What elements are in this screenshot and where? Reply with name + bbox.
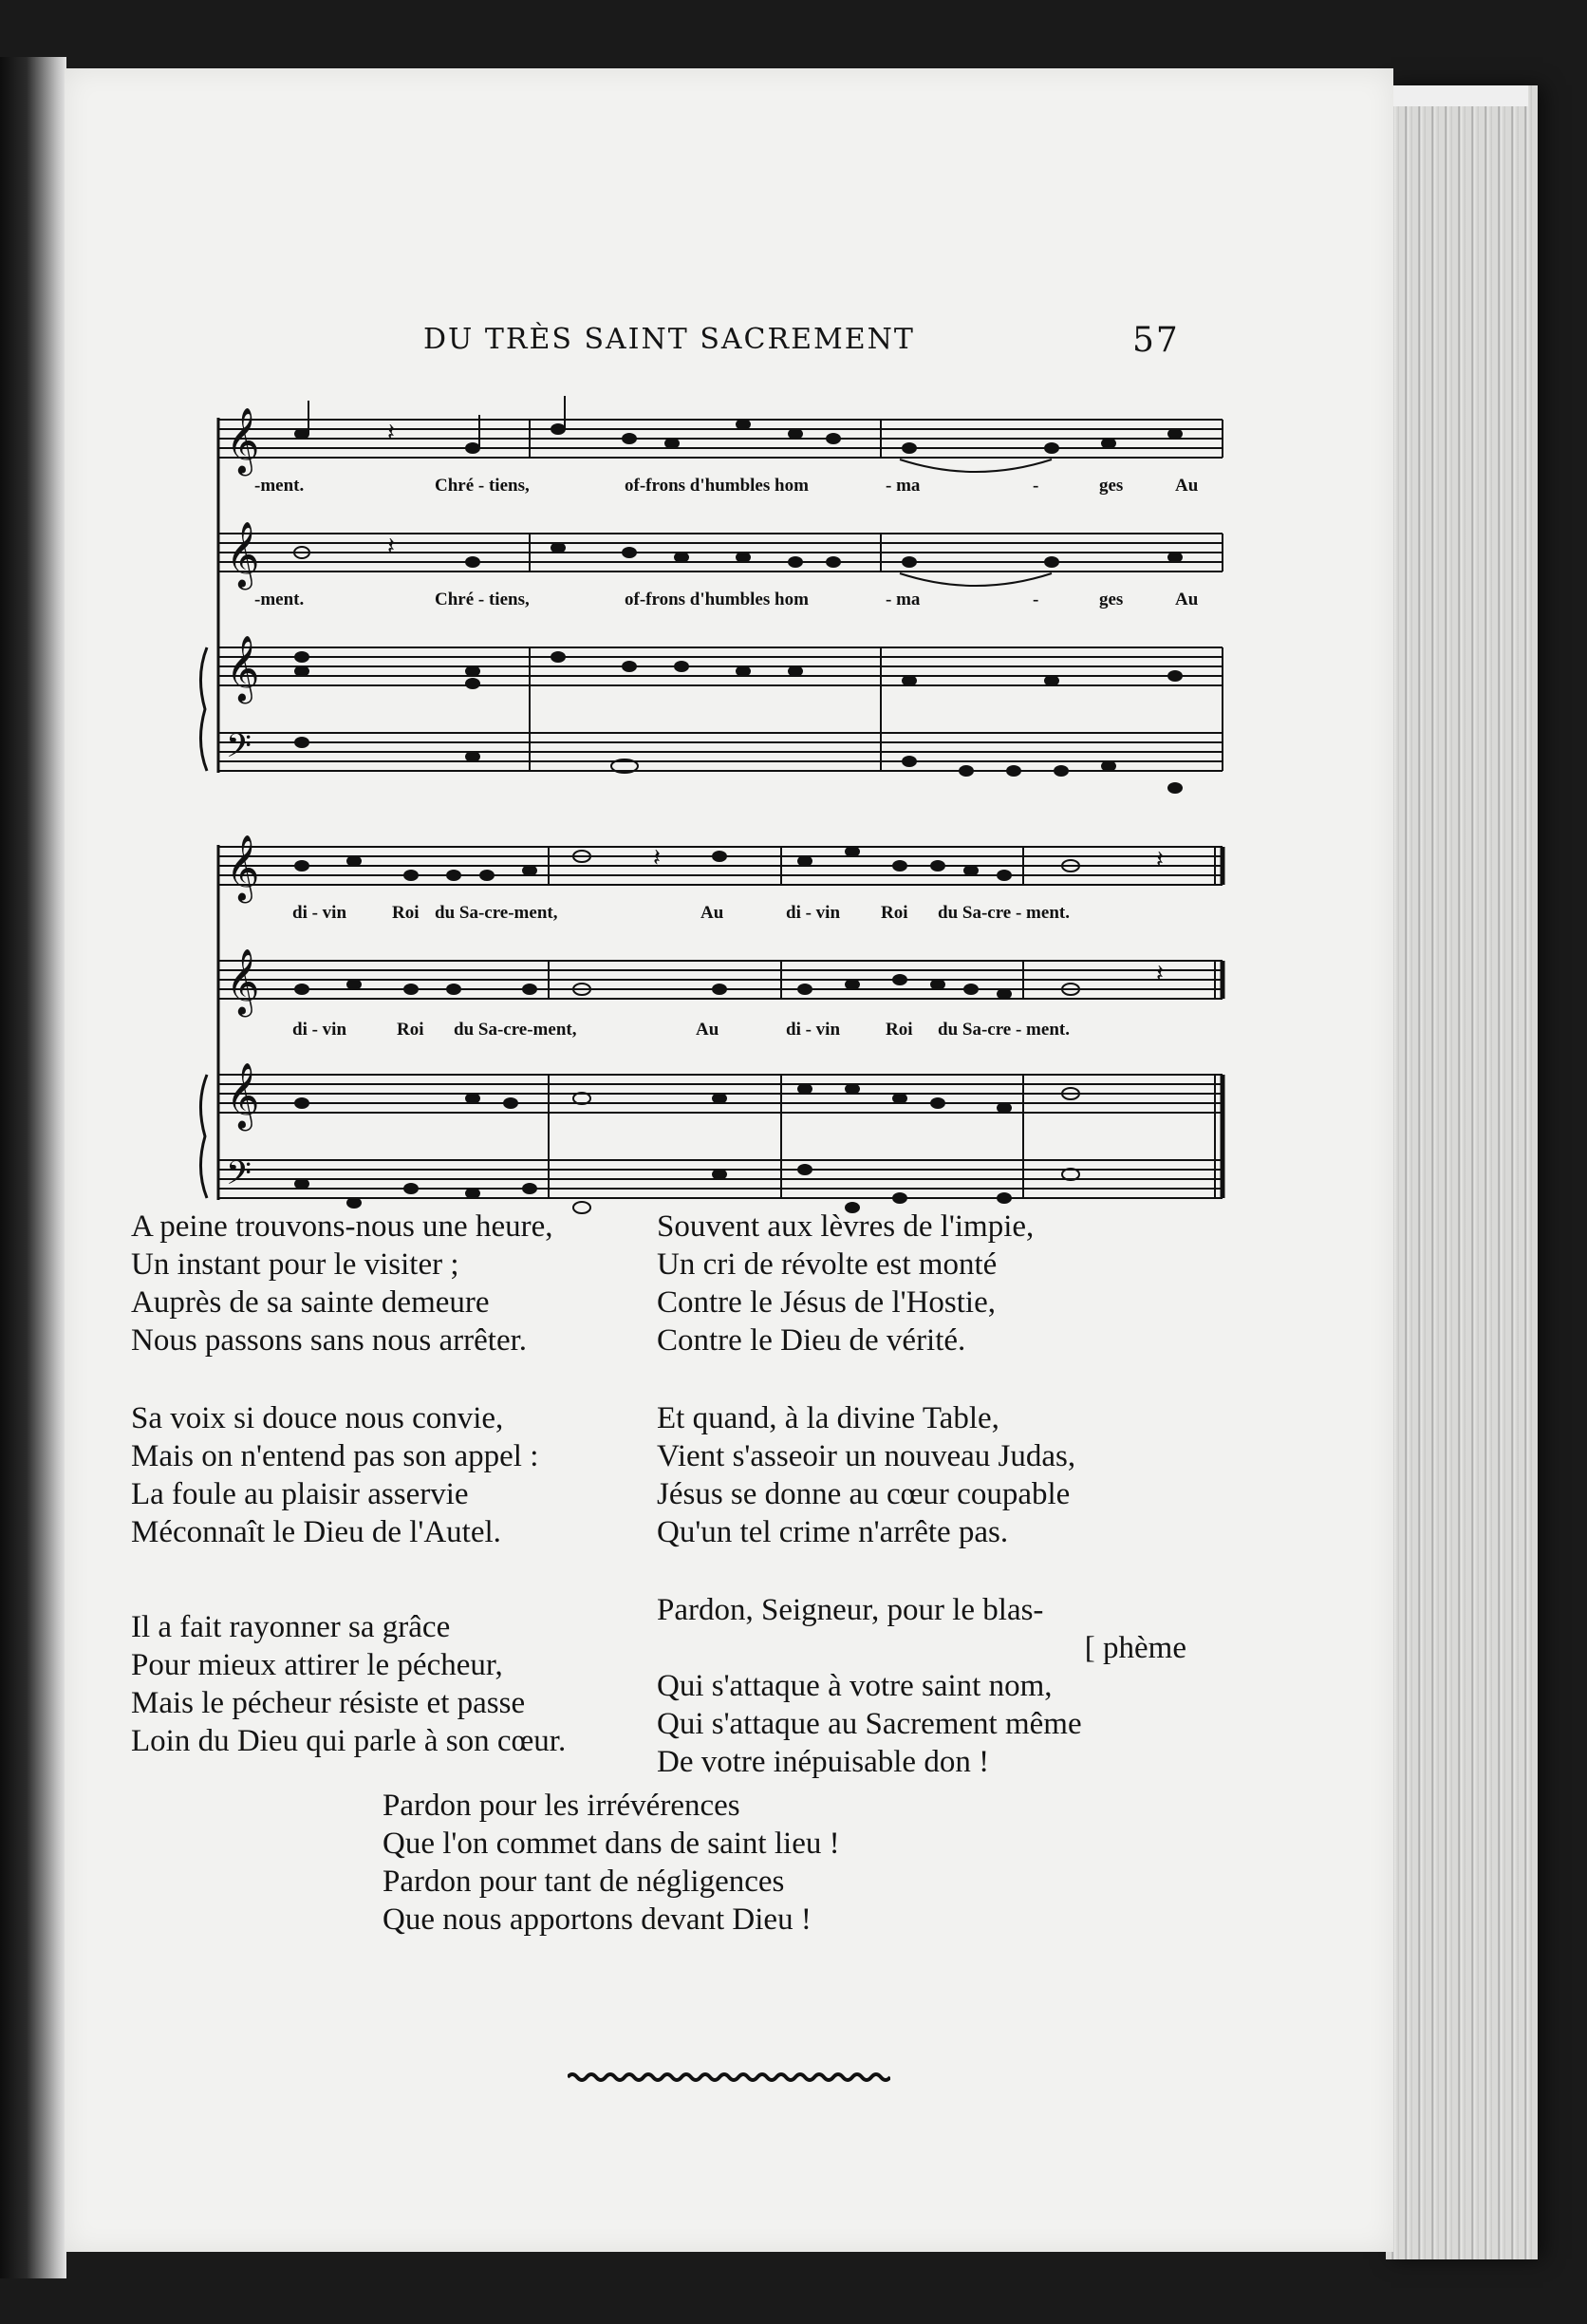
lyric-v2-4: Au [696, 1020, 719, 1040]
verse-line: Qu'un tel crime n'arrête pas. [657, 1515, 1009, 1549]
score-system-1 [150, 334, 1251, 828]
stanza-right-1 [657, 1208, 1188, 1359]
treble-clef-icon: 𝄞 [226, 635, 260, 702]
lyric-v2-7: Au [1175, 590, 1199, 609]
lyric-v1-7: Au [1175, 476, 1199, 496]
page-stack-top [1386, 85, 1528, 106]
verse-line: Contre le Dieu de vérité. [657, 1323, 966, 1358]
lyric-v2-6: ges [1099, 590, 1124, 609]
verse-line: Nous passons sans nous arrêter. [131, 1323, 528, 1358]
staff-voice1 [218, 420, 1223, 458]
lyric-v2-3: of-frons d'humbles hom [625, 590, 809, 609]
verse-line: Auprès de sa sainte demeure [131, 1285, 490, 1320]
score-system-2-svg [150, 761, 1251, 1255]
treble-clef-icon: 𝄞 [226, 407, 260, 474]
lyric-v2-5: di - vin [786, 1020, 841, 1040]
verse-line: Pour mieux attirer le pécheur, [131, 1648, 503, 1682]
lyric-v1-3: of-frons d'humbles hom [625, 476, 809, 496]
stanza-right-2 [657, 1399, 1188, 1551]
verse-line: A peine trouvons-nous une heure, [131, 1209, 553, 1244]
lyric-v2-2: Roi [397, 1020, 424, 1040]
verse-line: Loin du Dieu qui parle à son cœur. [131, 1724, 567, 1758]
score-system-2 [150, 761, 1251, 1255]
lyric-v1-6: ges [1099, 476, 1124, 496]
verse-line: Il a fait rayonner sa grâce [131, 1610, 451, 1644]
lyric-v2-1: -ment. [254, 590, 305, 609]
lyric-v1-1: di - vin [292, 903, 347, 923]
verse-line: Mais le pécheur résiste et passe [131, 1686, 526, 1720]
poem-right-column [657, 1208, 1188, 1821]
page-number: 57 [1132, 321, 1180, 360]
lyric-v1-4: Au [700, 903, 724, 923]
verse-line: Qui s'attaque au Sacrement même [657, 1707, 1082, 1741]
lyric-v2-3: du Sa-cre-ment, [454, 1020, 577, 1040]
book-page [65, 68, 1393, 2252]
svg-text:𝄽: 𝄽 [1156, 846, 1164, 874]
verse-line-continuation: [ phème [1084, 1631, 1186, 1665]
score-system-1-svg [150, 334, 1251, 828]
verse-line: Souvent aux lèvres de l'impie, [657, 1209, 1035, 1244]
treble-clef-icon: 𝄞 [226, 521, 260, 588]
verse-line: Sa voix si douce nous convie, [131, 1401, 504, 1435]
verse-line: Jésus se donne au cœur coupable [657, 1477, 1071, 1511]
lyric-v1-5: - [1033, 476, 1039, 496]
verse-line: Mais on n'entend pas son appel : [131, 1439, 539, 1473]
verse-line: Méconnaît le Dieu de l'Autel. [131, 1515, 501, 1549]
lyric-v2-2: Chré - tiens, [435, 590, 530, 609]
stanza-left-3 [131, 1608, 700, 1760]
verse-line: Un cri de révolte est monté [657, 1247, 998, 1282]
verse-line: Pardon pour tant de négligences [383, 1865, 785, 1899]
poem-final-stanza [383, 1787, 1047, 1939]
verse-line: Pardon pour les irrévérences [383, 1789, 740, 1823]
left-page-edge [0, 57, 66, 2278]
treble-clef-icon: 𝄞 [226, 1062, 260, 1129]
verse-line: La foule au plaisir asservie [131, 1477, 469, 1511]
verse-line: Qui s'attaque à votre saint nom, [657, 1669, 1053, 1703]
running-title: DU TRÈS SAINT SACREMENT [423, 323, 915, 356]
verse-line: Que l'on commet dans de saint lieu ! [383, 1827, 840, 1861]
treble-clef-icon: 𝄞 [226, 834, 260, 901]
stanza-left-2 [131, 1399, 700, 1551]
svg-text:𝄽: 𝄽 [1156, 960, 1164, 988]
stanza-left-1 [131, 1208, 700, 1359]
lyric-v1-3: du Sa-cre-ment, [435, 903, 558, 923]
verse-line: Et quand, à la divine Table, [657, 1401, 999, 1435]
verse-line: Pardon, Seigneur, pour le blas- [657, 1593, 1044, 1627]
verse-line: Que nous apportons devant Dieu ! [383, 1902, 812, 1937]
lyric-v1-6: Roi [881, 903, 908, 923]
lyric-v1-1: -ment. [254, 476, 305, 496]
lyric-v1-7: du Sa-cre - ment. [938, 903, 1070, 923]
bass-clef-icon: 𝄢 [226, 1153, 252, 1200]
ornamental-divider [568, 2068, 890, 2087]
lyric-v2-6: Roi [886, 1020, 913, 1040]
verse-line: Un instant pour le visiter ; [131, 1247, 459, 1282]
lyric-v2-1: di - vin [292, 1020, 347, 1040]
svg-text:𝄽: 𝄽 [387, 419, 395, 447]
lyric-v2-5: - [1033, 590, 1039, 609]
lyric-v2-7: du Sa-cre - ment. [938, 1020, 1070, 1040]
verse-line: De votre inépuisable don ! [657, 1745, 990, 1779]
treble-clef-icon: 𝄞 [226, 948, 260, 1015]
poem-left-column [131, 1208, 700, 1800]
stanza-right-3 [657, 1591, 1188, 1781]
lyric-v1-4: - ma [886, 476, 921, 496]
svg-text:𝄽: 𝄽 [653, 844, 661, 872]
lyric-v2-4: - ma [886, 590, 921, 609]
lyric-v1-2: Chré - tiens, [435, 476, 530, 496]
staff-piano-treble [218, 647, 1223, 685]
verse-line: Vient s'asseoir un nouveau Judas, [657, 1439, 1076, 1473]
svg-text:𝄽: 𝄽 [387, 533, 395, 561]
bass-clef-icon: 𝄢 [226, 726, 252, 773]
lyric-v1-5: di - vin [786, 903, 841, 923]
lyric-v1-2: Roi [392, 903, 420, 923]
staff-voice2 [218, 534, 1223, 572]
verse-line: Contre le Jésus de l'Hostie, [657, 1285, 996, 1320]
page-stack-edge [1386, 85, 1538, 2259]
